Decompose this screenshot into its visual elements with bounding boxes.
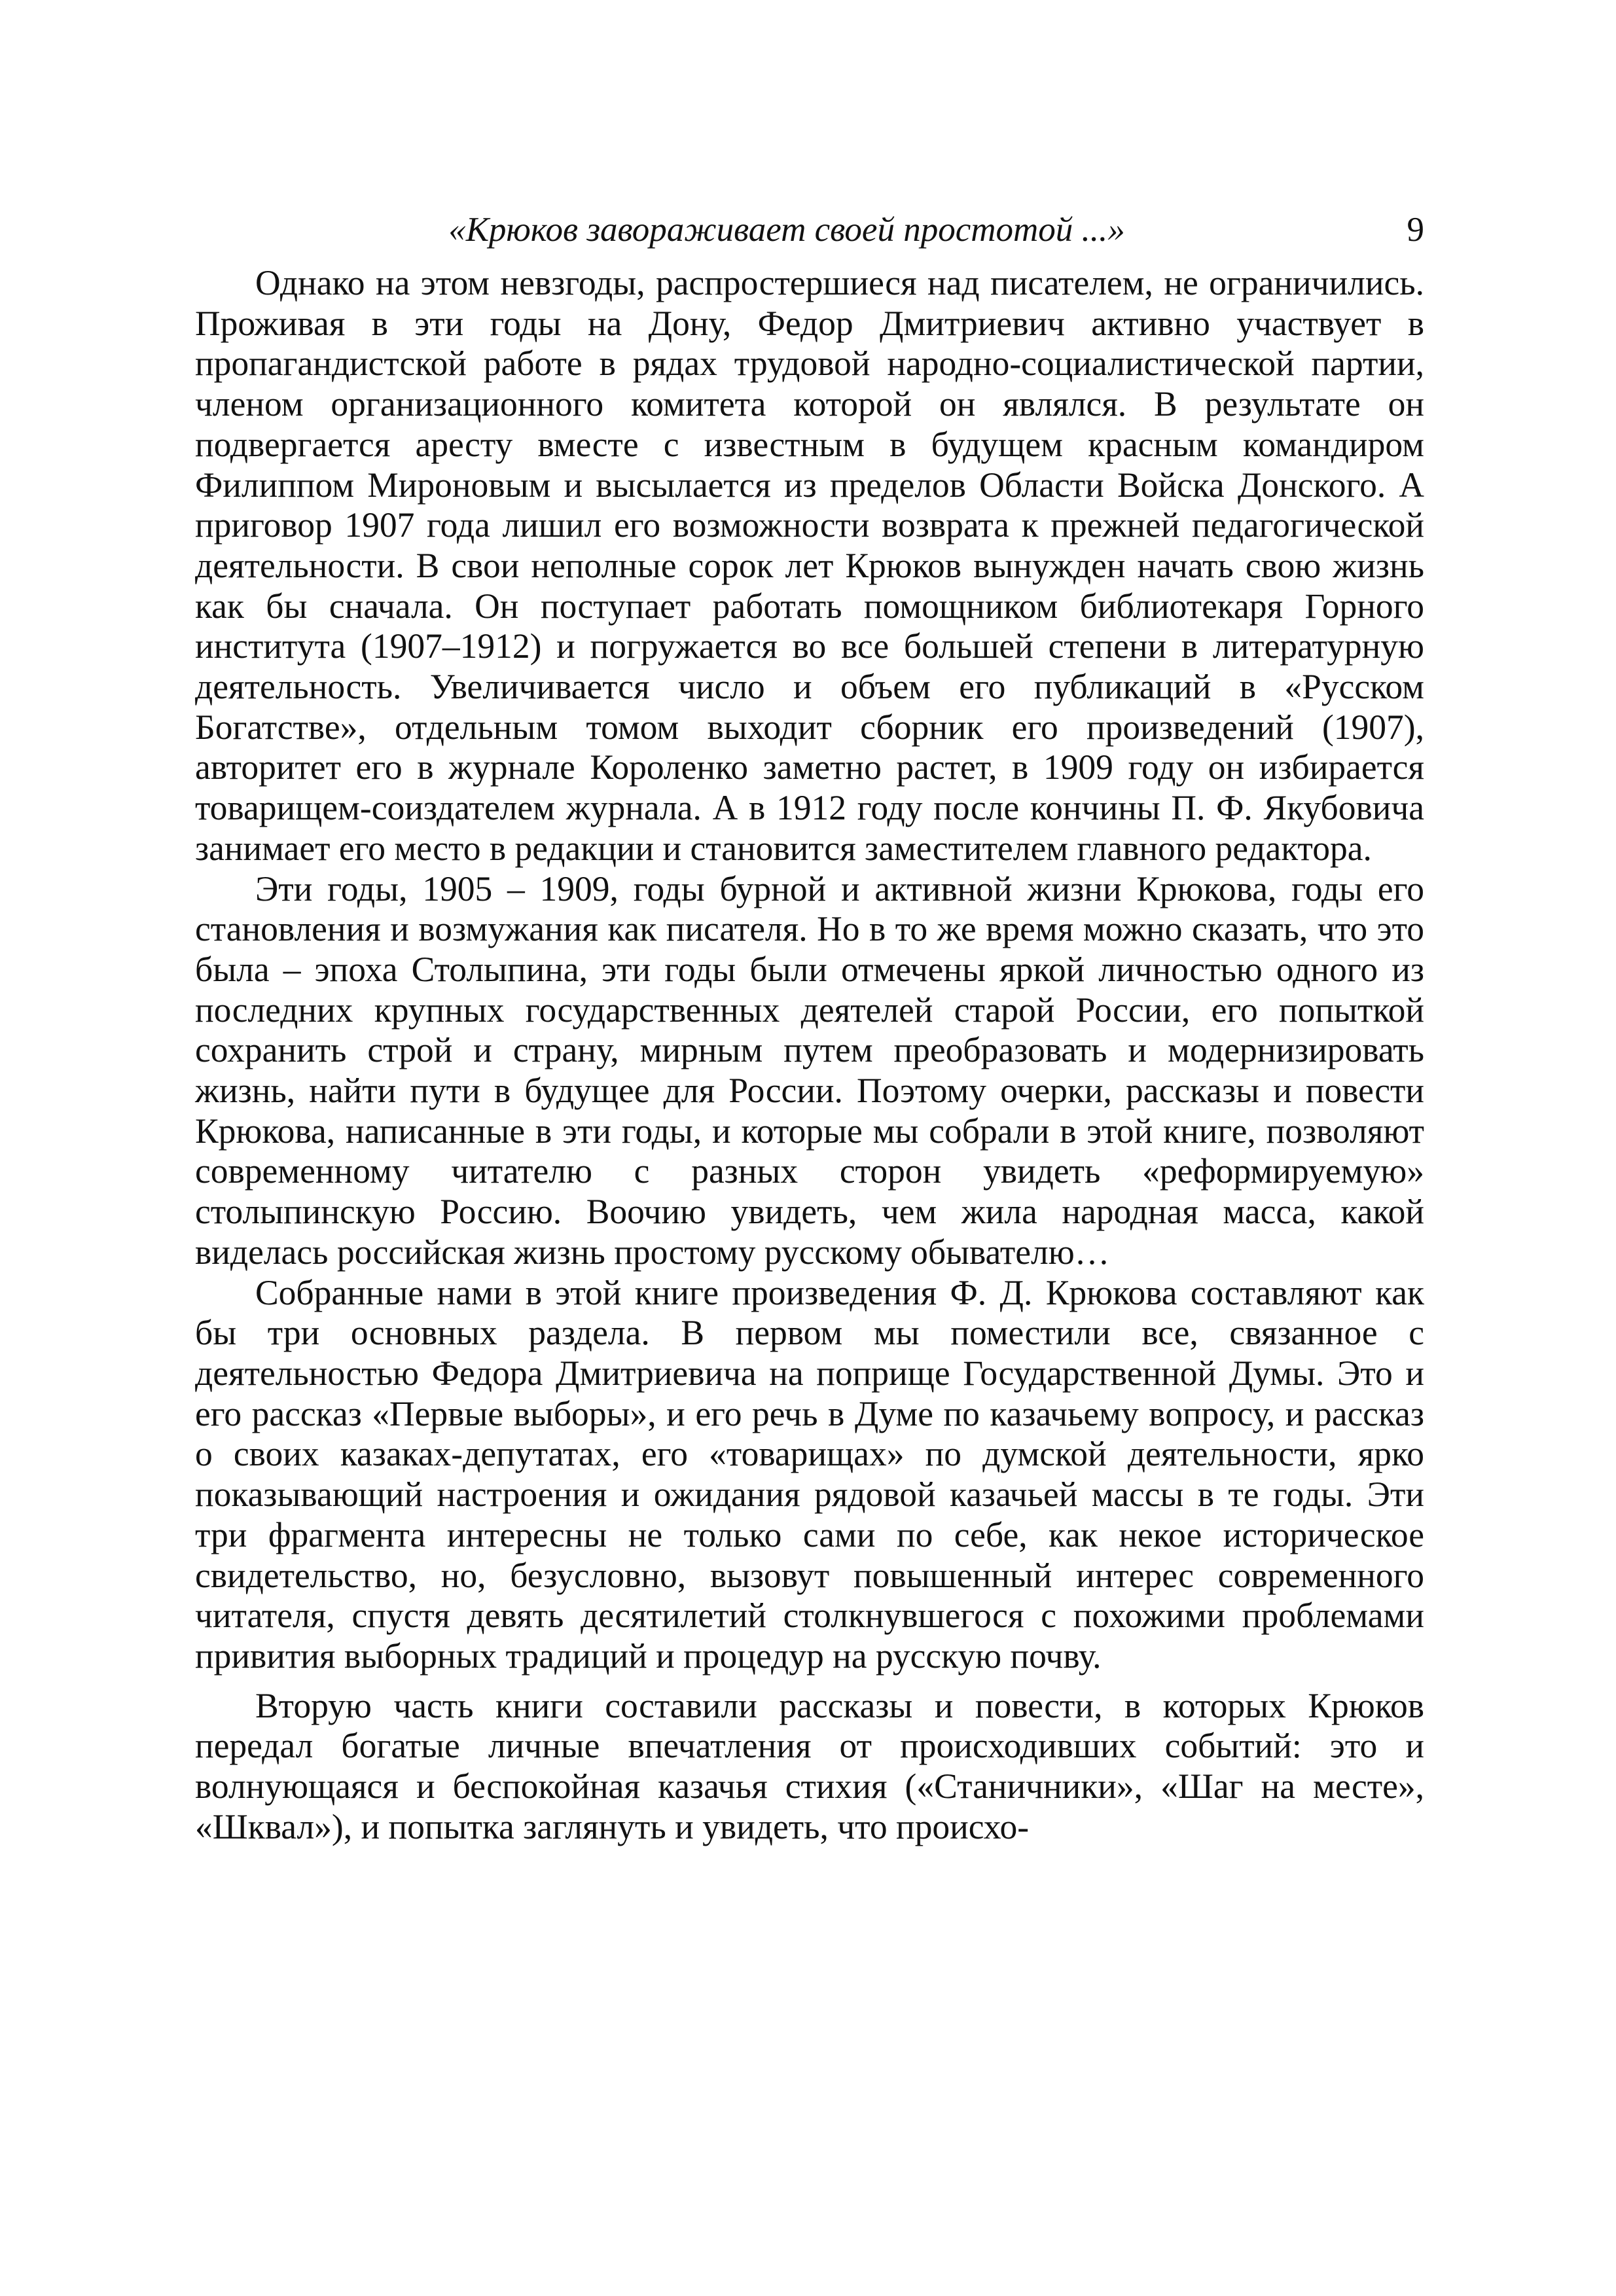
running-title: «Крюков завораживает своей простотой ...» (448, 211, 1125, 249)
paragraph-2: Эти годы, 1905 – 1909, годы бурной и активной жизни Крюкова, годы его становления и возмужания как писателя. Но в то же время можно сказать, что это была – эпоха Столыпина, эти годы были отмечены яркой личностью одного из последних крупных государственных деятелей старой России, его попыткой сохранить строй и страну, мирным путем преобразовать и модернизировать жизнь, найти пути в будущее для России. Поэтому очерки, рассказы и повести Крюкова, написанные в эти годы, и которые мы собрали в этой книге, позволяют современному читателю с разных сторон увидеть «реформируемую» столыпинскую Россию. Воочию увидеть, чем жила народная масса, какой виделась российская жизнь простому русскому обывателю… (195, 869, 1424, 1272)
paragraph-4: Вторую часть книги составили рассказы и повести, в которых Крюков передал богатые личные впечатления от происходивших событий: это и волнующаяся и беспокойная казачья стихия («Станичники», «Шаг на месте», «Шквал»), и попытка заглянуть и увидеть, что происхо- (195, 1685, 1424, 1846)
paragraph-1: Однако на этом невзгоды, распростершиеся над писателем, не ограничились. Проживая в эти годы на Дону, Федор Дмитриевич активно участвует в пропагандистской работе в рядах трудовой народно-социалистической партии, членом организационного комитета которой он являлся. В результате он подвергается аресту вместе с известным в будущем красным командиром Филиппом Мироновым и высылается из пределов Области Войска Донского. А приговор 1907 года лишил его возможности возврата к прежней педагогической деятельности. В свои неполные сорок лет Крюков вынужден начать свою жизнь как бы сначала. Он поступает работать помощником библиотекаря Горного института (1907–1912) и погружается во все большей степени в литературную деятельность. Увеличивается число и объем его публикаций в «Русском Богатстве», отдельным томом выходит сборник его произведений (1907), авторитет его в журнале Короленко заметно растет, в 1909 году он избирается товарищем-соиздателем журнала. А в 1912 году после кончины П. Ф. Якубовича занимает его место в редакции и становится заместителем главного редактора. (195, 263, 1424, 868)
running-header (195, 207, 1424, 253)
page-number: 9 (1407, 211, 1424, 249)
paragraph-3: Собранные нами в этой книге произведения Ф. Д. Крюкова составляют как бы три основных раздела. В первом мы поместили все, связанное с деятельностью Федора Дмитриевича на поприще Государственной Думы. Это и его рассказ «Первые выборы», и его речь в Думе по казачьему вопросу, и рассказ о своих казаках-депутатах, его «товарищах» по думской деятельности, ярко показывающий настроения и ожидания рядовой казачьей массы в те годы. Эти три фрагмента интересны не только сами по себе, как некое историческое свидетельство, но, безусловно, вызовут повышенный интерес современного читателя, спустя девять десятилетий столкнувшегося с похожими проблемами привития выборных традиций и процедур на русскую почву. (195, 1272, 1424, 1676)
body-text (195, 263, 1424, 1847)
